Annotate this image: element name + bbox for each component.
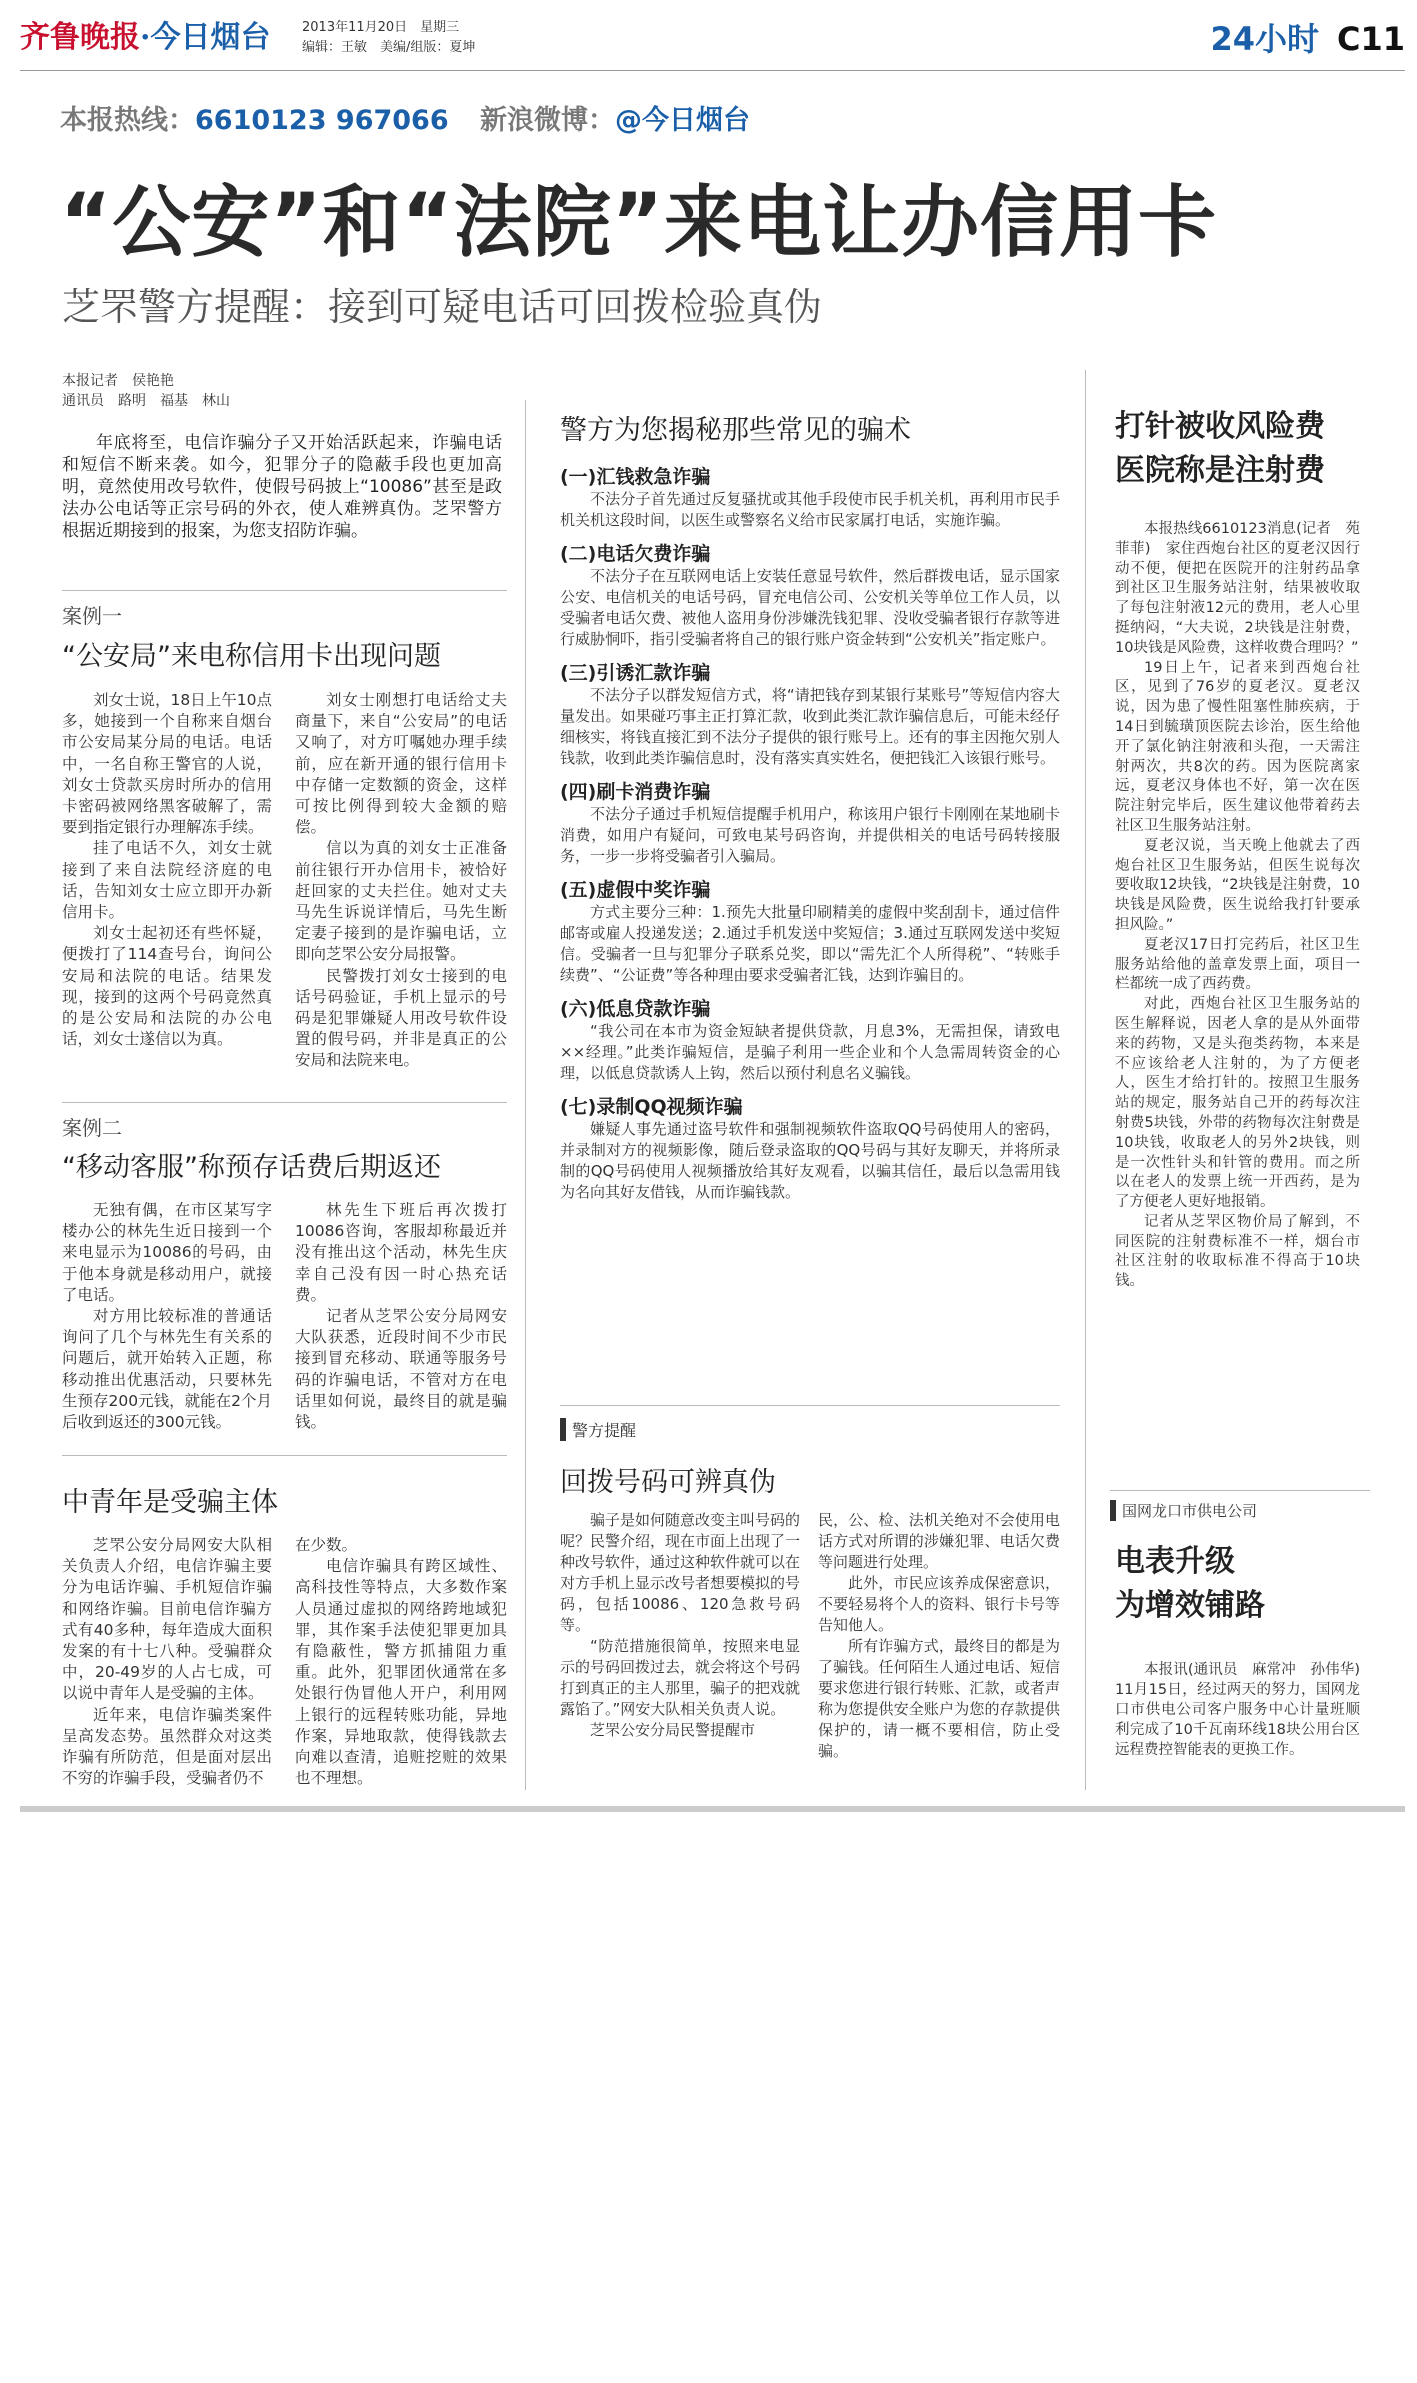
divider	[62, 590, 507, 591]
scam-item	[560, 777, 1060, 867]
power-body	[1115, 1660, 1375, 1760]
reminder-title: 回拨号码可辨真伪	[560, 1467, 776, 1498]
weibo-handle: @今日烟台	[615, 105, 751, 136]
paragraph: 刘女士起初还有些怀疑，便拨打了114查号台，询问公安局和法院的电话。结果发现，接到的这两个号码竟然真的是公安局和法院的办公电话，刘女士遂信以为真。	[62, 924, 272, 1049]
scams-title: 警方为您揭秘那些常见的骗术	[560, 415, 911, 446]
reminder-col1	[560, 1510, 800, 1741]
paragraph: 对方用比较标准的普通话询问了几个与林先生有关系的问题后，就开始转入正题，称移动推出优惠活动，只要林先生预存200元钱，就能在2个月后收到返还的300元钱。	[62, 1307, 272, 1432]
injection-title	[1115, 405, 1325, 493]
paragraph: 信以为真的刘女士正准备前往银行开办信用卡，被恰好赶回家的丈夫拦住。她对丈夫马先生诉说详情后，马先生断定妻子接到的是诈骗电话，立即向芝罘公安分局报警。	[295, 839, 507, 964]
title-line: 医院称是注射费	[1115, 453, 1325, 488]
scam-text: 嫌疑人事先通过盗号软件和强制视频软件盗取QQ号码使用人的密码，并录制对方的视频影像，随后登录盗取的QQ号码与其好友聊天，并将所录制的QQ号码使用人视频播放给其好友观看，以骗其信任，最后以急需用钱为名向其好友借钱，从而诈骗钱款。	[560, 1120, 1060, 1201]
paragraph: 芝罘公安分局网安大队相关负责人介绍，电信诈骗主要分为电话诈骗、手机短信诈骗和网络诈骗。目前电信诈骗方式有40多种，每年造成大面积发案的有十七八种。受骗群众中，20-49岁的人占七成，可以说中青年人是受骗的主体。	[62, 1536, 272, 1703]
scam-text: 不法分子首先通过反复骚扰或其他手段使市民手机关机，再利用市民手机关机这段时间，以医生或警察名义给市民家属打电话，实施诈骗。	[560, 490, 1060, 529]
column-divider	[525, 400, 526, 1790]
scams-list	[560, 462, 1060, 1203]
case2-col2	[295, 1200, 507, 1433]
byline-reporter: 本报记者 侯艳艳	[62, 373, 174, 389]
weibo-label: 新浪微博：	[480, 105, 616, 136]
hotline-bar	[60, 98, 750, 137]
masthead-divider	[20, 70, 1405, 71]
paragraph: 电信诈骗具有跨区域性、高科技性等特点，大多数作案人员通过虚拟的网络跨地域犯罪，其作案手法使犯罪更加具有隐蔽性，警方抓捕阻力重重。此外，犯罪团伙通常在多处银行伪冒他人开户，利用网上银行的远程转账功能，异地作案，异地取款，使得钱款去向难以查清，追赃挖赃的效果也不理想。	[295, 1557, 507, 1788]
section-name: 今日烟台	[150, 20, 271, 55]
scam-item	[560, 658, 1060, 769]
paragraph: 记者从芝罘区物价局了解到，不同医院的注射费标准不一样，烟台市社区注射的收取标准不得高于10块钱。	[1115, 1213, 1360, 1290]
reminder-col2	[818, 1510, 1060, 1762]
hotline-label: 本报热线：	[60, 105, 195, 136]
title-line: 打针被收风险费	[1115, 409, 1325, 444]
newspaper-brand	[20, 12, 270, 56]
paragraph: 夏老汉17日打完药后，社区卫生服务站给他的盖章发票上面，项目一栏都统一成了西药费。	[1115, 936, 1360, 993]
paragraph: 夏老汉说，当天晚上他就去了西炮台社区卫生服务站，但医生说每次要收取12块钱，“2块钱是注射费，10块钱是风险费，医生说给我打针要承担风险。”	[1115, 837, 1360, 933]
headline: “公安”和“法院”来电让办信用卡	[60, 178, 1218, 268]
byline	[62, 371, 230, 411]
case1-label: 案例一	[62, 604, 122, 628]
paragraph: 本报热线6610123消息(记者 苑菲菲) 家住西炮台社区的夏老汉因行动不便，便把在医院开的注射药品拿到社区卫生服务站注射，结果被收取了每包注射液12元的费用，老人心里挺纳闷，“大夫说，2块钱是注射费，10块钱是风险费，这样收费合理吗？”	[1115, 521, 1360, 656]
youth-col1	[62, 1535, 272, 1789]
paragraph: 记者从芝罘公安分局网安大队获悉，近段时间不少市民接到冒充移动、联通等服务号码的诈骗电话，不管对方在电话里如何说，最终目的就是骗钱。	[295, 1307, 507, 1432]
divider	[62, 1455, 507, 1456]
scam-text: 方式主要分三种：1.预先大批量印刷精美的虚假中奖刮刮卡，通过信件邮寄或雇人投递发送；2.通过手机发送中奖短信；3.通过互联网发送中奖短信。受骗者一旦与犯罪分子联系兑奖，即以“需先汇个人所得税”、“转账手续费”、“公证费”等各种理由要求受骗者汇钱，达到诈骗目的。	[560, 903, 1060, 984]
paragraph: 此外，市民应该养成保密意识，不要轻易将个人的资料、银行卡号等告知他人。	[818, 1574, 1060, 1634]
paragraph: 骗子是如何随意改变主叫号码的呢？民警介绍，现在市面上出现了一种改号软件，通过这种软件就可以在对方手机上显示改号者想要模拟的号码，包括10086、120急救号码等。	[560, 1511, 801, 1634]
paragraph: 所有诈骗方式，最终目的都是为了骗钱。任何陌生人通过电话、短信要求您进行银行转账、汇款，或者声称为您提供安全账户为您的存款提供保护的，请一概不要相信，防止受骗。	[818, 1637, 1060, 1760]
paragraph: 19日上午，记者来到西炮台社区，见到了76岁的夏老汉。夏老汉说，因为患了慢性阻塞性肺疾病，于14日到毓璜顶医院去诊治，医生给他开了氯化钠注射液和头孢，一天需注射两次，共8次的药。因为医院离家远，夏老汉身体也不好，第一次在医院注射完毕后，医生建议他带着药去社区卫生服务站注射。	[1115, 659, 1360, 834]
scam-text: 不法分子通过手机短信提醒手机用户，称该用户银行卡刚刚在某地刷卡消费，如用户有疑问，可致电某号码咨询，并提供相关的电话号码转接服务，一步一步将受骗者引入骗局。	[560, 805, 1060, 865]
paragraph: 林先生下班后再次拨打10086咨询，客服却称最近并没有推出这个活动，林先生庆幸自己没有因一时心热充话费。	[295, 1201, 507, 1304]
paragraph: 民，公、检、法机关绝对不会使用电话方式对所谓的涉嫌犯罪、电话欠费等问题进行处理。	[818, 1511, 1060, 1571]
scam-text: “我公司在本市为资金短缺者提供贷款，月息3%，无需担保，请致电××经理。”此类诈骗短信，是骗子利用一些企业和个人急需周转资金的心理，以低息贷款诱人上钩，然后以预付利息名义骗钱。	[560, 1022, 1060, 1082]
divider	[1110, 1490, 1370, 1491]
case2-title: “移动客服”称预存话费后期返还	[62, 1152, 441, 1183]
scam-item	[560, 994, 1060, 1084]
power-title	[1115, 1540, 1265, 1628]
scam-item	[560, 462, 1060, 531]
paragraph: 民警拨打刘女士接到的电话号码验证，手机上显示的号码是犯罪嫌疑人用改号软件设置的假号码，并非是真正的公安局和法院来电。	[295, 966, 507, 1070]
page-number: C11	[1336, 20, 1405, 58]
subheadline: 芝罘警方提醒：接到可疑电话可回拨检验真伪	[62, 285, 823, 329]
reminder-tag: 警方提醒	[560, 1418, 636, 1441]
scam-item	[560, 875, 1060, 986]
date-line: 2013年11月20日 星期三	[302, 20, 460, 35]
case2-col1	[62, 1200, 272, 1433]
title-line: 为增效铺路	[1115, 1588, 1265, 1623]
case2-label: 案例二	[62, 1116, 122, 1140]
column-divider	[1085, 370, 1086, 1790]
paragraph: 刘女士刚想打电话给丈夫商量下，来自“公安局”的电话又响了，对方叮嘱她办理手续前，应在新开通的银行信用卡中存储一定数额的资金，这样可按比例得到较大金额的赔偿。	[295, 691, 507, 837]
paragraph: 对此，西炮台社区卫生服务站的医生解释说，因老人拿的是从外面带来的药物，又是头孢类药物，本来是不应该给老人注射的，为了方便老人，医生才给打针的。按照卫生服务站的规定，服务站自己开的药每次注射费5块钱，外带的药物每次注射费是10块钱，收取老人的另外2块钱，则是一次性针头和针管的费用。而之所以在老人的发票上统一开西药，是为了方便老人更好地报销。	[1115, 996, 1360, 1211]
divider	[560, 1405, 1060, 1406]
lead-text: 年底将至，电信诈骗分子又开始活跃起来，诈骗电话和短信不断来袭。如今，犯罪分子的隐蔽手段也更加高明，竟然使用改号软件，使假号码披上“10086”甚至是政法办公电话等正宗号码的外衣，使人难辨真伪。芝罘警方根据近期接到的报案，为您支招防诈骗。	[62, 433, 502, 541]
lead-paragraph	[62, 432, 502, 542]
masthead	[20, 12, 1405, 62]
divider	[62, 1102, 507, 1103]
paragraph: 近年来，电信诈骗类案件呈高发态势。虽然群众对这类诈骗有所防范，但是面对层出不穷的诈骗手段，受骗者仍不	[62, 1705, 272, 1788]
case1-col1	[62, 690, 272, 1050]
scam-text: 不法分子以群发短信方式，将“请把钱存到某银行某账号”等短信内容大量发出。如果碰巧事主正打算汇款，收到此类汇款诈骗信息后，可能未经仔细核实，将钱直接汇到不法分子提供的银行账号上。还有的事主因拖欠别人钱款，收到此类诈骗信息时，没有落实真实姓名，便把钱汇入该银行账号。	[560, 686, 1060, 767]
brand-separator: ·	[140, 20, 151, 55]
section-label: 24小时	[1210, 20, 1319, 58]
paragraph: 在少数。	[295, 1536, 358, 1554]
scam-heading: (六)低息贷款诈骗	[560, 998, 711, 1020]
brand-name: 齐鲁晚报	[20, 20, 140, 55]
page-bottom-rule	[20, 1806, 1405, 1812]
scam-heading: (二)电话欠费诈骗	[560, 543, 711, 565]
byline-correspondents: 通讯员 路明 福基 林山	[62, 393, 230, 409]
editor-line: 编辑：王敏 美编/组版：夏坤	[302, 40, 476, 55]
paragraph: 本报讯(通讯员 麻常冲 孙伟华) 11月15日，经过两天的努力，国网龙口市供电公司客户服务中心计量班顺利完成了10千瓦南环线18块公用台区远程费控智能表的更换工作。	[1115, 1662, 1375, 1758]
hotline-numbers: 6610123 967066	[195, 105, 449, 136]
youth-title: 中青年是受骗主体	[62, 1487, 278, 1518]
paragraph: 挂了电话不久，刘女士就接到了来自法院经济庭的电话，告知刘女士应立即开办新信用卡。	[62, 839, 272, 922]
youth-col2	[295, 1535, 507, 1789]
paragraph: 芝罘公安分局民警提醒市	[590, 1721, 756, 1739]
paragraph: 刘女士说，18日上午10点多，她接到一个自称来自烟台市公安局某分局的电话。电话中，一名自称王警官的人说，刘女士贷款买房时所办的信用卡密码被网络黑客破解了，需要到指定银行办理解冻手续。	[62, 691, 272, 837]
scam-heading: (三)引诱汇款诈骗	[560, 662, 711, 684]
paragraph: “防范措施很简单，按照来电显示的号码回拨过去，就会将这个号码打到真正的主人那里，骗子的把戏就露馅了。”网安大队相关负责人说。	[560, 1637, 801, 1718]
case1-col2	[295, 690, 507, 1072]
injection-body	[1115, 520, 1360, 1292]
scam-heading: (四)刷卡消费诈骗	[560, 781, 711, 803]
paragraph: 无独有偶，在市区某写字楼办公的林先生近日接到一个来电显示为10086的号码，由于他本身就是移动用户，就接了电话。	[62, 1201, 272, 1304]
scam-heading: (五)虚假中奖诈骗	[560, 879, 711, 901]
scam-heading: (一)汇钱救急诈骗	[560, 466, 711, 488]
case1-title: “公安局”来电称信用卡出现问题	[62, 641, 441, 672]
scam-text: 不法分子在互联网电话上安装任意显号软件，然后群拨电话，显示国家公安、电信机关的电话号码，冒充电信公司、公安机关等单位工作人员，以受骗者电话欠费、被他人盗用身份涉嫌洗钱犯罪、没收受骗者银行存款等进行威胁恫吓，指引受骗者将自己的银行账户资金转到“公安机关”指定账户。	[560, 567, 1060, 648]
title-line: 电表升级	[1115, 1544, 1235, 1579]
page-label	[1210, 14, 1405, 60]
scam-item	[560, 1092, 1060, 1203]
scam-heading: (七)录制QQ视频诈骗	[560, 1096, 743, 1118]
scam-item	[560, 539, 1060, 650]
power-tag: 国网龙口市供电公司	[1110, 1500, 1257, 1521]
